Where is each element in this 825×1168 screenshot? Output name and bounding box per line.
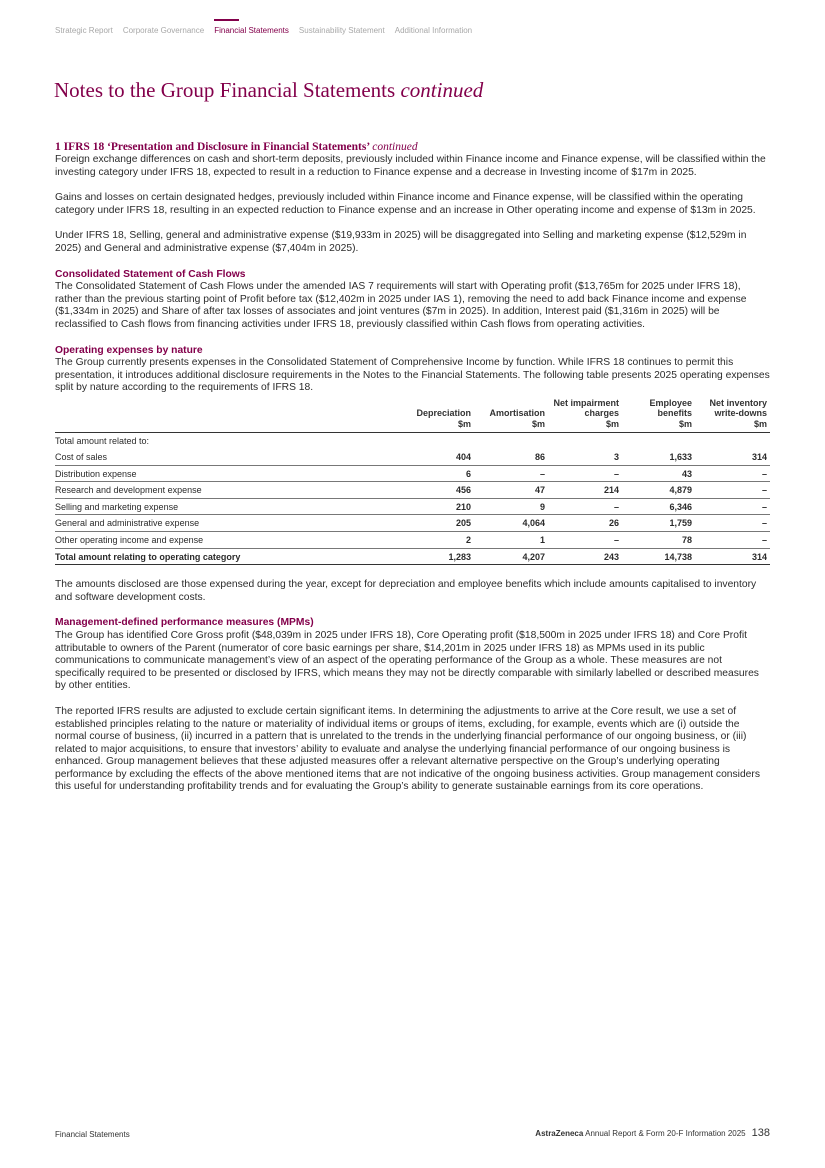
table-row: Distribution expense 6 – – 43 – (55, 465, 770, 482)
paragraph-hedges: Gains and losses on certain designated hedges, previously included within Finance income and Finance expense, will be classified within the operating category under IFRS 18, resulting in an expected reduction to Finance expense and an increase in Other operating income and expense of $13m in 2025. (55, 192, 756, 216)
section-heading-ifrs18: 1 IFRS 18 ‘Presentation and Disclosure in Financial Statements’ continued (55, 141, 418, 153)
top-navigation (55, 26, 472, 35)
paragraph-fx-differences: Foreign exchange differences on cash and short-term deposits, previously included within Finance income and Finance expense, will be classified within the investing category under IFRS 18, expected to result in a reduction to Finance expense and a decrease in Investing income of $17m in 2025. (55, 154, 766, 178)
table-total-row: Total amount relating to operating category 1,283 4,207 243 14,738 314 (55, 548, 770, 565)
table-row: Selling and marketing expense 210 9 – 6,346 – (55, 498, 770, 515)
nav-financial-statements[interactable]: Financial Statements (214, 26, 289, 35)
table-row: Cost of sales 404 86 3 1,633 314 (55, 449, 770, 465)
nav-additional-information[interactable]: Additional Information (394, 26, 473, 35)
paragraph-sga: Under IFRS 18, Selling, general and administrative expense ($19,933m in 2025) will be disaggregated into Selling and marketing expense ($12,529m in 2025) and General and administrative expense ($7,404m in 2025). (55, 230, 747, 254)
table-row: Other operating income and expense 2 1 – 78 – (55, 531, 770, 548)
page-title-main: Notes to the Group Financial Statements (54, 78, 396, 102)
operating-expenses-table (55, 398, 770, 565)
page-number: 138 (751, 1127, 770, 1139)
paragraph-amounts-note: The amounts disclosed are those expensed during the year, except for depreciation and employee benefits which include amounts capitalised to inventory and software development costs. (55, 579, 757, 603)
page-title-suffix: continued (400, 78, 484, 102)
column-header: Net impairment charges $m (549, 398, 623, 433)
heading-operating-expenses: Operating expenses by nature (55, 344, 203, 356)
page-title (54, 78, 483, 103)
nav-corporate-governance[interactable]: Corporate Governance (122, 26, 205, 35)
nav-sustainability-statement[interactable]: Sustainability Statement (298, 26, 385, 35)
paragraph-operating-expenses: The Group currently presents expenses in the Consolidated Statement of Comprehensive Income by function. While IFRS 18 continues to permit this presentation, it introduces additional disclosure requirements in the Notes to the Financial Statements. The following table presents 2025 operating expenses split by nature according to the requirements of IFRS 18. (55, 357, 770, 394)
table-intro-row: Total amount related to: (55, 436, 150, 447)
table-row: Research and development expense 456 47 214 4,879 – (55, 482, 770, 499)
paragraph-cash-flows: The Consolidated Statement of Cash Flows under the amended IAS 7 requirements will start with Operating profit ($13,765m for 2025 under IFRS 18), rather than the previous starting point of Profit before tax ($12,402m in 2025 under IAS 1), removing the need to add back Finance income and expense ($1,334m in 2025) and Share of after tax losses of associates and joint ventures ($7m in 2025). In addition, Interest paid ($1,316m in 2025) will be reclassified to Cash flows from financing activities under IFRS 18, previously classified within Cash flows from operating activities. (55, 281, 747, 330)
column-header: Employee benefits $m (623, 398, 696, 433)
heading-cash-flows: Consolidated Statement of Cash Flows (55, 268, 246, 280)
column-header: Amortisation $m (475, 398, 549, 433)
heading-mpms: Management-defined performance measures (MPMs) (55, 617, 314, 629)
table-row: General and administrative expense 205 4,064 26 1,759 – (55, 515, 770, 532)
footer-section-label: Financial Statements (55, 1130, 130, 1139)
footer-document-title: Annual Report & Form 20-F Information 2025 (585, 1129, 746, 1138)
column-header: Depreciation $m (395, 398, 475, 433)
footer-document-info (535, 1127, 770, 1139)
footer-brand: AstraZeneca (535, 1129, 584, 1138)
paragraph-mpms-definition: The Group has identified Core Gross profit ($48,039m in 2025 under IFRS 18), Core Operating profit ($18,500m in 2025 under IFRS 18) and Core Profit attributable to owners of the Parent (numerator of core basic earnings per share, $14,201m in 2025 under IFRS 18) as MPMs used in its public communications to communicate management’s view of an aspect of the operating performance of the Group as a whole. These measures are not specifically required to be presented or disclosed by IFRS, which means they may not be directly comparable with similarly labelled or described measures by other entities. (55, 629, 759, 692)
nav-strategic-report[interactable]: Strategic Report (55, 26, 113, 35)
table-header-row (55, 398, 770, 433)
column-header: Net inventory write-downs $m (696, 398, 770, 433)
main-content (55, 141, 770, 807)
paragraph-mpms-adjustments: The reported IFRS results are adjusted to exclude certain significant items. In determining the adjustments to arrive at the Core result, we use a set of established principles relating to the nature or materiality of individual items or groups of items, excluding, for example, events which are (i) outside the normal course of business, (ii) incurred in a pattern that is unrelated to the trends in the underlying financial performance of our ongoing business, or (iii) related to major acquisitions, to ensure that investors’ ability to evaluate and analyse the underlying financial performance of our ongoing business is enhanced. Group management believes that these adjusted measures offer a relevant alternative perspective on the Group’s underlying operating performance by excluding the effects of the above mentioned items that are not indicative of the ongoing business activities. Group management considers this useful for understanding profitability trends and for evaluating the Group’s ability to generate sustainable earnings from its core operations. (55, 705, 760, 793)
